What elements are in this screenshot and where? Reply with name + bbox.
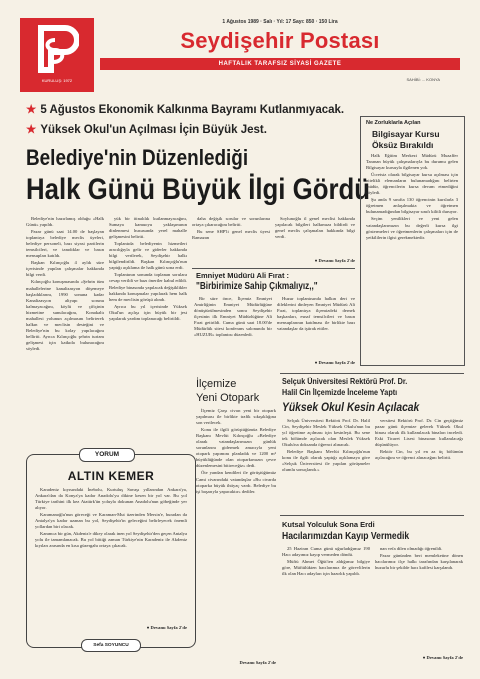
otopark-title-line2: Yeni Otopark [196,392,260,404]
logo-caption: KURULUŞ: 1972 [41,78,73,83]
selcuk-col1: Selçuk Üniversitesi Rektörü Prof. Dr. Halil Cin, Seydişehir Meslek Yüksek Okulu'nun bu yıl öğretime açılması için kesinleşti. Bu sene tek bölümde açılacak olan Meslek Yüksek Okulu'na doksanda öğrenci alınacak. Belediye Başkanı Mevlüt Kılınçoğlu'nun konu ile ilgili olarak yaptığı açıklamaya göre «Selçuk Üniversitesi ile yapılan görüşmeler olumlu sonuçlandı.» [282,418,370,473]
sidebar-kicker: Ne Zorluklarla Açılan [366,120,421,126]
otopark-col1: İlçemiz Çarşı civarı yeni bir otopark yapılması ile birlikte trafik sıkışıklığına son verilecek. Konu ile ilgili görüştüğümüz Belediye Başkanı Mevlüt Kılınçoğlu «Belediye olarak vatandaşlarımızın günlük sorunlarını gidermek amacıyla yeni otopark yapımını planladık ve 1200 m² büyüklüğünde olan otoparkımızın çevre düzenlemesini bitireceğiz» dedi. Öte yandan kendileri ile görüştüğümüz Cami civarındaki vatandaşlar «Bu civarda otoparka büyük ihtiyaç vardı. Belediye bu işi başarıyla yapacaktır» dediler. [196,408,276,494]
yorum-body: Karadeniz kıyısındaki İnebolu, Kurtuluş Savaşı yıllarından Ankara'ya, Ankara'dan da Konya'ya kadar Anadolu'yu dikine kesen bir yol var. Bu yol Türkiye tarihini ilk kez Atatürk'ün yoluyla dokunan Anadolu'nun göbeğinde yer alıyor. Karamanoğlu'nun göreceği ve Karaman-Mut üzerinden Mersin'e, buradan da Antalya'ya kadar uzanan bu yol, Seydişehir'in geleceğini belirleyecek önemli yollardan biri olacak. Kanımca bir gün, Akdeniz'e dikey olarak inen yol Seydişehir'den geçen Antalya yolu ile tamamlanacak. Bu yol bittiği zaman Türkiye'nin Karadeniz ile Akdeniz kıyıları arasında en kısa güzergahı ortaya çıkacak. [35,487,187,549]
logo-sp-icon [35,24,79,74]
divider [280,373,464,374]
selcuk-title-line2: Halil Cin İlçemizde İnceleme Yaptı [282,388,398,397]
emniyet-subtitle: "Birbirimize Sahip Çıkmalıyız,," [196,281,318,292]
yorum-continued: ● Devamı Sayfa 2'de [146,625,187,630]
main-headline-line2: Halk Günü Büyük İlgi Gördü [26,173,371,206]
divider [280,515,464,516]
newspaper-title: Seydişehir Postası [180,28,380,53]
sidebar-title-line1: Bilgisayar Kursu [372,129,440,139]
kutsal-continued: ● Devamı Sayfa 2'de [422,655,463,660]
yorum-box [26,451,196,648]
star-icon: ★ [26,124,37,136]
emniyet-col1: Bir süre önce, İlçemiz Emniyet Amirliğinin Emniyet Müdürlüğüne dönüştürülmesinden sonra Seydişehir ilçesinin ilk Emniyet Müdürlüğüne Ali Fırat getirildi. Cuma günü saat 18.00'de Müdürlük sitesi konferans salonunda bir «HUZUR» toplantısı düzenledi. [194,296,272,338]
newspaper-tagline: HAFTALIK TARAFSIZ SİYASİ GAZETE [100,58,460,70]
masthead [20,18,460,92]
lead-article-col4: Soylunoğlu il genel meclisi hakkında yapılacak bilgileri halkımıza bildirdi ve genel meclis çalışmaları hakkında bilgi verdi. [275,216,355,240]
kutsal-col2: nan vefa dilen olmadığı öğrenildi. Pazar gününden beri memleketine dönen hacılarımız ilçe halkı tarafından karşılanarak huzurlu bir şekilde hacı kafilesi karşılandı. [375,546,463,571]
kutsal-title-line1: Kutsal Yolculuk Sona Erdi [282,520,375,529]
otopark-continued: Devamı Sayfa 2'de [239,660,276,665]
lead-article-continued: ● Devamı Sayfa 2'de [314,258,355,263]
issue-line: 1 Ağustos 1989 · Salı · Yıl: 17 Sayı: 850 · 150 Lira [222,19,338,25]
masthead-main [100,18,460,92]
emniyet-continued: ● Devamı Sayfa 2'de [314,360,355,365]
kutsal-title-line2: Hacılarımızdan Kayıp Vermedik [282,531,410,542]
sidebar-body: Halk Eğitim Merkezi Müdürü Muzaffer Taranan büyük çalışmalarıyla bu durumu gelen Bilgisayar kursuyla ilgilenen yok. Ücretsiz olarak bilgisayar kursu açılması için nitelikli elemanların bulunamadığını belirten müdür, öğrencilerin kursa devam etmediğini söyledi. Şu anda 9 sınıfta 130 öğrencinin kurslarla 3 öğretmen anlaşılmakta ve öğretmen bulunamadığından bilgisayar sınıfı kilitli duruyor. Seçim yenilikleri ve yeni gelen vatandaşlarımızın bu değerli kursa ilgi göstermeleri ve öğretmenlerin çalışmaları için de yetkililerin ilgisi gerekmektedir. [366,153,458,240]
kutsal-col1: 25 Haziran Cuma günü uğurladığımız 190 Hacı adayımız kayıp vermeden döndü. Müftü Ahmet Öğüt'ten aldığımız bilgiye göre, Müftülükten hacılarımız ile görevlilerin ilk olan Hacı adayları için hazırlık yapıldı. [282,546,370,577]
emniyet-title: Emniyet Müdürü Ali Fırat : [196,271,290,280]
kicker-1: ★ 5 Ağustos Ekonomik Kalkınma Bayramı Kutlanmıyacak. [26,104,345,116]
selcuk-col2: versitesi Rektörü Prof. Dr. Cin geçtiğimiz pazar günü ilçemize gelerek Yüksek Okul binası olarak ilk kullanılacak binaları inceledi. Eski Ticaret Lisesi binasının kullanılacağı düşünülüyor. Rektör Cin, bu yıl en az üç bölümün açılacağını ve öğrenci alınacağını belirtti. [375,418,463,461]
emniyet-col2: Huzur toplantısında halkın dert ve dileklerini dinleyen Emniyet Müdürü Ali Fırat, toplantıya ilçemizdeki dernek başkanları, esnaf temsilcileri ve basın mensuplarının katılması ile birlikte bazı vatandaşlar da iştirak ettiler. [277,296,355,332]
lead-article-col2: yük bir itinalılık kutlanmayacağını, Sumaya kamuoyu yaklaşımının dinlenmesi hususunda yerel mahalle gelişmesini belirtti. Toplantıda belediyenin hizmetleri aracılığıyla gelir ve giderler hakkında bilgi verilerek, Seydişehir halkı bilgilendirildi. Başkan Kılınçoğlu'nun yaptığı açıklama ile halk günü sona erdi. Toplantının sonunda toplanan sorulara cevap verildi ve bazı öneriler kabul edildi. Belediye binasında yapılacak değişiklikler hakkında konuşmalar yapılarak hem halk hem de meclisin görüşü alındı. Ayrıca bu yıl içerisinde Yüksek Okul'un açılışı için büyük bir jest yapılarak yardım toplanacağı belirtildi. [109,216,187,321]
lead-article-col1: Belediye'nin hazırlamış olduğu «Halk Günü» yapıldı. Pazar günü saat 14.00 de başlayan toplantıya belediye meclis üyeleri, belediye personeli, bazı siyasi partilerin temsilcileri, ve tanıdıklar ve basın mensupları katıldı. Başkan Kılınçoğlu 4 aylık süre içerisinde yapılan çalışmalar hakkında bilgi verdi. Kılınçoğlu konuşmasında «Şehrin tüm mahallelerine kanalizasyon döşemeye başladıklarını, 1990 sonuna kadar Kanalizasyon altyapı sorunu kalmayacağını, köylü ve çiftçinin hizmetine sunulacağını, Konakaltı mahallesi yolunun açılmasını belirterek halkın ve meclisin desteğini ve Belediye'nin bu kolay yapılacağını bellirtti. Ayrıca Kılınçoğlu şehrin turizm gelişmesi için katkıda bulunacağını söyledi. [26,216,104,351]
otopark-title-line1: İlçemize [196,378,237,390]
selcuk-title-line3: Yüksek Okul Kesin Açılacak [282,400,420,414]
star-icon: ★ [26,104,37,116]
kicker-2: ★ Yüksek Okul'un Açılması İçin Büyük Jest. [26,124,267,136]
masthead-foot-right: SAHİBİ: ... KONYA [406,77,440,82]
selcuk-title-line1: Selçuk Üniversitesi Rektörü Prof. Dr. [282,377,408,386]
main-headline-line1: Belediye'nin Düzenlediği [26,145,249,170]
masthead-footer [100,75,460,85]
yorum-tag: YORUM [79,448,135,462]
divider [192,268,355,269]
lead-article-col3: daha değişik sorular ve sorunlarına ortaya çıkaracağını belirtti. Bu sene SHP'li genel meclis üyesi Ramazan [192,216,270,241]
yorum-author: Sefa SOYUNCU [81,639,141,652]
newspaper-logo [20,18,94,92]
yorum-title: ALTIN KEMER [67,469,155,483]
sidebar-title-line2: Öksüz Bırakıldı [372,140,434,150]
